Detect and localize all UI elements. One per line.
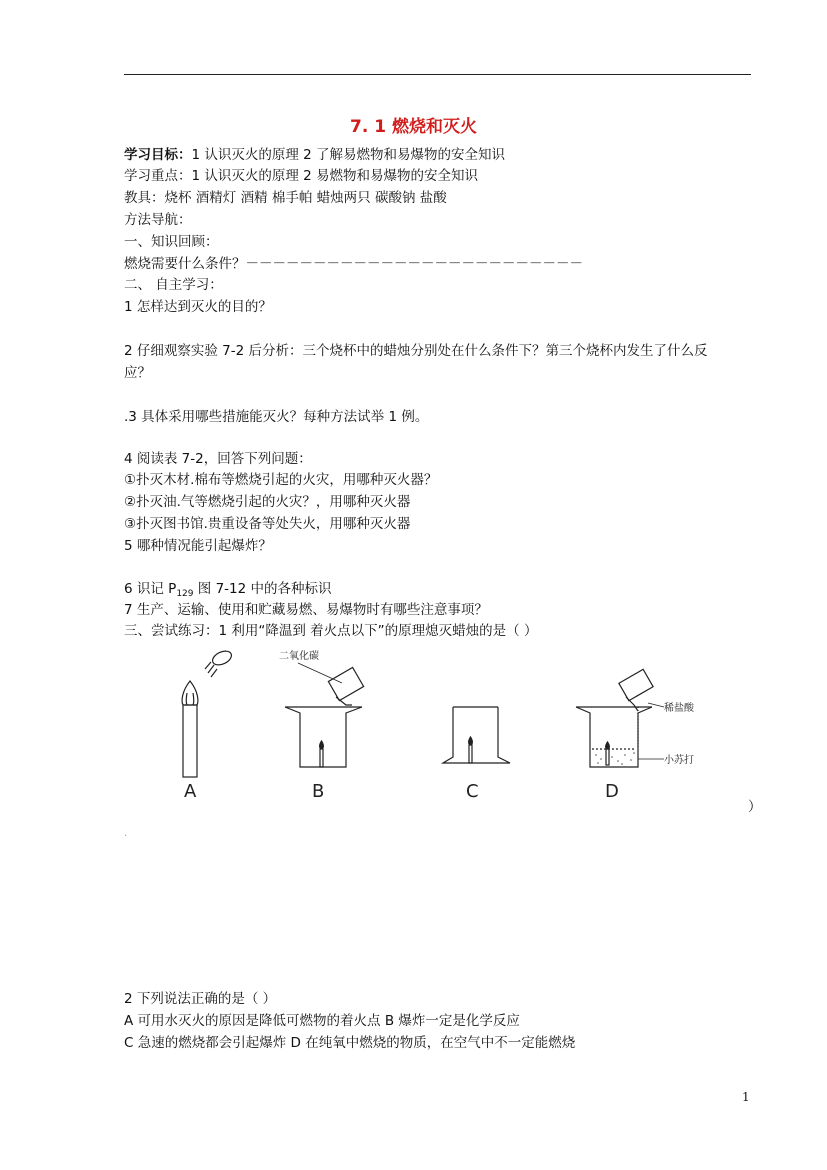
question-2-line2: 应？ <box>124 365 151 381</box>
section-review-heading: 一、知识回顾： <box>124 234 219 250</box>
question-1: 1 怎样达到灭火的目的？ <box>124 299 272 315</box>
goals-label: 学习目标： <box>124 147 192 163</box>
exercise-2-options-ab: A 可用水灭火的原因是降低可燃物的着火点 B 爆炸一定是化学反应 <box>124 1013 520 1029</box>
key-points: 学习重点：1 认识灭火的原理 2 易燃物和易爆物的安全知识 <box>124 168 479 184</box>
label-c: C <box>466 781 479 802</box>
figure-b-beaker-co2 <box>285 667 364 767</box>
q6-post: 图 7-12 中的各种标识 <box>193 581 332 597</box>
section-self-study-heading: 二、 自主学习： <box>124 277 223 293</box>
label-a: A <box>184 781 197 802</box>
question-4b: ②扑灭油.气等燃烧引起的火灾？，用哪种灭火器 <box>124 494 411 510</box>
co2-label: 二氧化碳 <box>279 651 319 662</box>
learning-goals <box>124 146 505 164</box>
figure-d-beaker-acid <box>576 669 653 767</box>
section-practice-heading: 三、尝试练习：1 利用“降温到 着火点以下”的原理熄灭蜡烛的是（ ） <box>124 623 538 639</box>
question-5: 5 哪种情况能引起爆炸？ <box>124 538 272 554</box>
question-3: .3 具体采用哪些措施能灭火？每种方法试举 1 例。 <box>124 409 429 425</box>
figure-a-candle-fan <box>182 648 233 777</box>
question-4: 4 阅读表 7-2，回答下列问题： <box>124 451 312 467</box>
question-review: 燃烧需要什么条件？－－－－－－－－－－－－－－－－－－－－－－－－－ <box>124 256 583 272</box>
question-7: 7 生产、运输、使用和贮藏易燃、易爆物时有哪些注意事项？ <box>124 602 488 618</box>
experiment-figure <box>160 645 720 805</box>
page-number: 1 <box>742 1090 750 1104</box>
page-title: 7. 1 燃烧和灭火 <box>350 117 477 137</box>
figure-c-covered-candle <box>443 707 510 763</box>
question-4a: ①扑灭木材.棉布等燃烧引起的火灾，用哪种灭火器？ <box>124 472 438 488</box>
goals-text: 1 认识灭火的原理 2 了解易燃物和易爆物的安全知识 <box>191 147 506 163</box>
stray-dot: . <box>124 828 128 839</box>
co2-pointer <box>298 663 342 683</box>
question-4c: ③扑灭图书馆.贵重设备等处失火，用哪种灭火器 <box>124 516 411 532</box>
method-guide: 方法导航： <box>124 212 192 228</box>
q6-subscript: 129 <box>176 589 194 599</box>
teaching-tools: 教具：烧杯 酒精灯 酒精 棉手帕 蜡烛两只 碳酸钠 盐酸 <box>124 190 447 206</box>
label-b: B <box>312 781 325 802</box>
acid-label: 稀盐酸 <box>664 703 694 714</box>
question-6 <box>124 580 332 603</box>
q6-pre: 6 识记 P <box>124 581 177 597</box>
exercise-2: 2 下列说法正确的是（ ） <box>124 991 277 1007</box>
soda-label: 小苏打 <box>664 755 694 766</box>
closing-paren: ） <box>748 799 762 815</box>
question-2-line1: 2 仔细观察实验 7-2 后分析：三个烧杯中的蜡烛分别处在什么条件下？第三个烧杯内发生了什么反 <box>124 343 708 359</box>
soda-dots <box>595 752 635 765</box>
label-d: D <box>605 781 619 802</box>
header-rule <box>124 74 751 75</box>
exercise-2-options-cd: C 急速的燃烧都会引起爆炸 D 在纯氧中燃烧的物质，在空气中不一定能燃烧 <box>124 1035 576 1051</box>
